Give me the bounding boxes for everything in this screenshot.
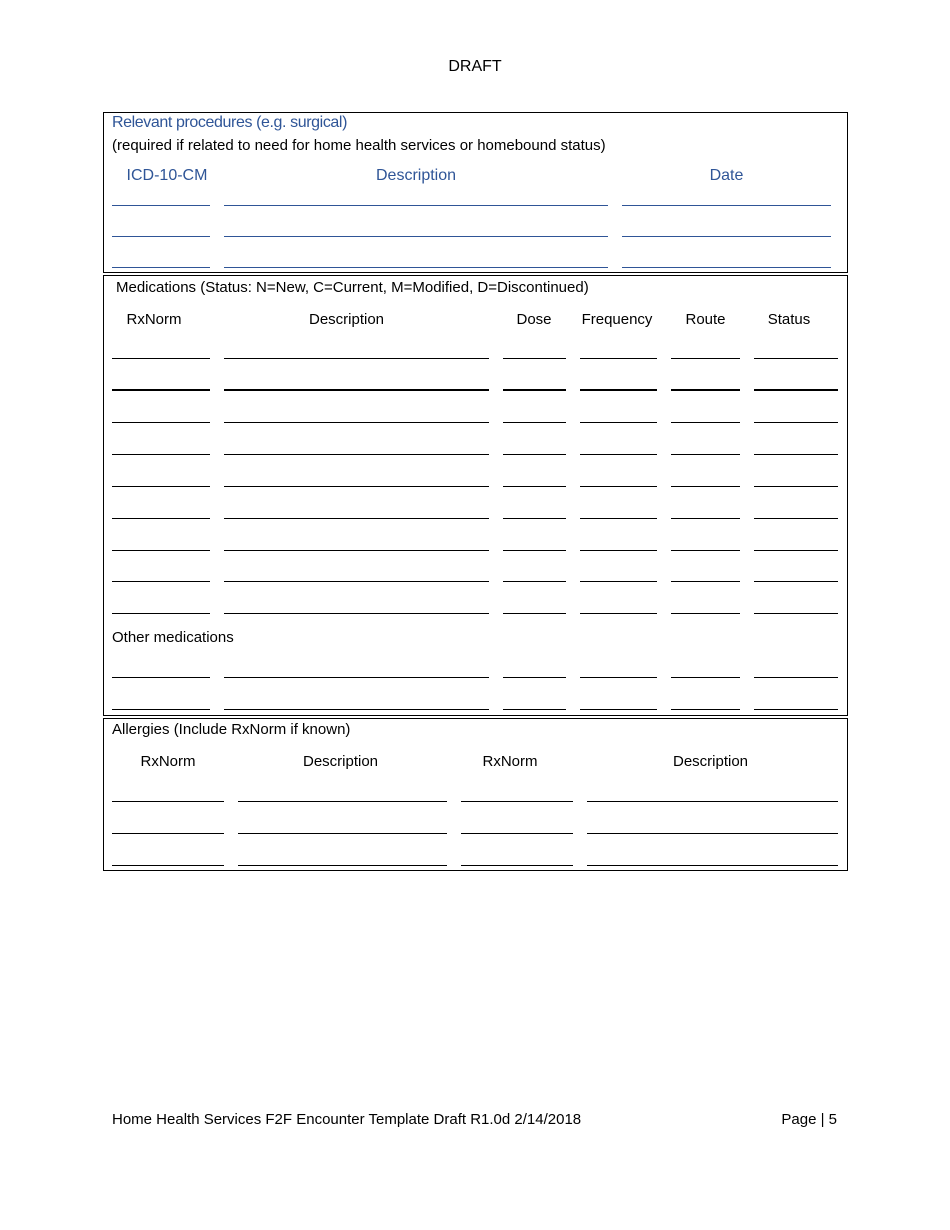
medication-row-6-col-3-line[interactable] <box>503 518 566 519</box>
medication-row-8-col-6-line[interactable] <box>754 581 838 582</box>
procedure-row-1-col-1-line[interactable] <box>112 205 210 206</box>
medication-row-4-col-6-line[interactable] <box>754 454 838 455</box>
medication-row-8-col-3-line[interactable] <box>503 581 566 582</box>
medication-row-9-col-6-line[interactable] <box>754 613 838 614</box>
medication-row-3-col-4-line[interactable] <box>580 422 657 423</box>
allergy-row-2-col-4-line[interactable] <box>587 833 838 834</box>
medication-row-7-col-2-line[interactable] <box>224 550 489 551</box>
allergy-row-3-col-4-line[interactable] <box>587 865 838 866</box>
allergies-title: Allergies (Include RxNorm if known) <box>112 721 351 738</box>
medication-row-3-col-2-line[interactable] <box>224 422 489 423</box>
medication-row-1-col-5-line[interactable] <box>671 358 740 359</box>
medication-row-6-col-6-line[interactable] <box>754 518 838 519</box>
allergy-row-3-col-2-line[interactable] <box>238 865 447 866</box>
medication-row-10-col-6-line[interactable] <box>754 677 838 678</box>
medication-row-3-col-6-line[interactable] <box>754 422 838 423</box>
medication-row-2-col-5-line[interactable] <box>671 389 740 391</box>
medications-section <box>103 275 848 716</box>
medication-row-1-col-6-line[interactable] <box>754 358 838 359</box>
allergy-row-1-col-3-line[interactable] <box>461 801 573 802</box>
medication-row-11-col-6-line[interactable] <box>754 709 838 710</box>
medication-row-4-col-1-line[interactable] <box>112 454 210 455</box>
medication-row-5-col-6-line[interactable] <box>754 486 838 487</box>
medication-row-4-col-5-line[interactable] <box>671 454 740 455</box>
medication-row-4-col-2-line[interactable] <box>224 454 489 455</box>
medications-col-status: Status <box>767 311 811 328</box>
allergies-col-rxnorm-2: RxNorm <box>482 753 538 770</box>
medications-col-frequency: Frequency <box>581 311 653 328</box>
medication-row-7-col-5-line[interactable] <box>671 550 740 551</box>
procedures-subtitle: (required if related to need for home health services or homebound status) <box>112 137 606 154</box>
medication-row-10-col-4-line[interactable] <box>580 677 657 678</box>
medication-row-11-col-5-line[interactable] <box>671 709 740 710</box>
medication-row-2-col-1-line[interactable] <box>112 389 210 391</box>
medication-row-5-col-2-line[interactable] <box>224 486 489 487</box>
medication-row-9-col-5-line[interactable] <box>671 613 740 614</box>
medication-row-11-col-4-line[interactable] <box>580 709 657 710</box>
medication-row-1-col-1-line[interactable] <box>112 358 210 359</box>
allergy-row-3-col-1-line[interactable] <box>112 865 224 866</box>
medication-row-8-col-4-line[interactable] <box>580 581 657 582</box>
allergies-col-description-2: Description <box>672 753 749 770</box>
medication-row-3-col-1-line[interactable] <box>112 422 210 423</box>
allergies-col-rxnorm-1: RxNorm <box>140 753 196 770</box>
procedures-col-icd: ICD-10-CM <box>126 167 208 184</box>
procedure-row-3-col-1-line[interactable] <box>112 267 210 268</box>
medication-row-1-col-4-line[interactable] <box>580 358 657 359</box>
medication-row-9-col-1-line[interactable] <box>112 613 210 614</box>
medication-row-3-col-5-line[interactable] <box>671 422 740 423</box>
medications-col-route: Route <box>685 311 726 328</box>
medication-row-9-col-2-line[interactable] <box>224 613 489 614</box>
footer-page-number: Page | 5 <box>781 1111 837 1128</box>
medication-row-6-col-4-line[interactable] <box>580 518 657 519</box>
medication-row-8-col-5-line[interactable] <box>671 581 740 582</box>
medication-row-9-col-4-line[interactable] <box>580 613 657 614</box>
medication-row-2-col-4-line[interactable] <box>580 389 657 391</box>
medication-row-6-col-2-line[interactable] <box>224 518 489 519</box>
procedure-row-3-col-3-line[interactable] <box>622 267 831 268</box>
medications-title: Medications (Status: N=New, C=Current, M=Modified, D=Discontinued) <box>116 279 589 296</box>
allergies-col-description-1: Description <box>302 753 379 770</box>
procedures-col-date: Date <box>709 167 744 184</box>
medication-row-11-col-1-line[interactable] <box>112 709 210 710</box>
other-medications-label: Other medications <box>112 629 234 646</box>
procedure-row-2-col-3-line[interactable] <box>622 236 831 237</box>
allergies-section <box>103 718 848 871</box>
allergy-row-2-col-3-line[interactable] <box>461 833 573 834</box>
medication-row-8-col-2-line[interactable] <box>224 581 489 582</box>
medication-row-3-col-3-line[interactable] <box>503 422 566 423</box>
medication-row-2-col-3-line[interactable] <box>503 389 566 391</box>
medication-row-8-col-1-line[interactable] <box>112 581 210 582</box>
medication-row-6-col-1-line[interactable] <box>112 518 210 519</box>
medication-row-5-col-4-line[interactable] <box>580 486 657 487</box>
medication-row-9-col-3-line[interactable] <box>503 613 566 614</box>
draft-header: DRAFT <box>448 58 502 75</box>
allergy-row-2-col-1-line[interactable] <box>112 833 224 834</box>
medication-row-11-col-2-line[interactable] <box>224 709 489 710</box>
medication-row-1-col-3-line[interactable] <box>503 358 566 359</box>
procedure-row-3-col-2-line[interactable] <box>224 267 608 268</box>
procedures-title: Relevant procedures (e.g. surgical) <box>112 114 348 131</box>
procedures-col-description: Description <box>375 167 457 184</box>
procedure-row-1-col-2-line[interactable] <box>224 205 608 206</box>
medications-col-description: Description <box>308 311 385 328</box>
procedure-row-1-col-3-line[interactable] <box>622 205 831 206</box>
medications-col-rxnorm: RxNorm <box>126 311 182 328</box>
medication-row-2-col-2-line[interactable] <box>224 389 489 391</box>
medications-col-dose: Dose <box>516 311 552 328</box>
medication-row-4-col-4-line[interactable] <box>580 454 657 455</box>
medication-row-7-col-3-line[interactable] <box>503 550 566 551</box>
medication-row-1-col-2-line[interactable] <box>224 358 489 359</box>
medication-row-7-col-4-line[interactable] <box>580 550 657 551</box>
medication-row-5-col-5-line[interactable] <box>671 486 740 487</box>
medication-row-10-col-3-line[interactable] <box>503 677 566 678</box>
medication-row-4-col-3-line[interactable] <box>503 454 566 455</box>
allergy-row-1-col-1-line[interactable] <box>112 801 224 802</box>
medication-row-5-col-3-line[interactable] <box>503 486 566 487</box>
medication-row-7-col-6-line[interactable] <box>754 550 838 551</box>
medication-row-11-col-3-line[interactable] <box>503 709 566 710</box>
medication-row-10-col-2-line[interactable] <box>224 677 489 678</box>
medication-row-10-col-5-line[interactable] <box>671 677 740 678</box>
allergy-row-3-col-3-line[interactable] <box>461 865 573 866</box>
medication-row-7-col-1-line[interactable] <box>112 550 210 551</box>
allergy-row-2-col-2-line[interactable] <box>238 833 447 834</box>
procedure-row-2-col-2-line[interactable] <box>224 236 608 237</box>
footer-document-title: Home Health Services F2F Encounter Template Draft R1.0d 2/14/2018 <box>112 1111 582 1128</box>
allergy-row-1-col-2-line[interactable] <box>238 801 447 802</box>
medication-row-10-col-1-line[interactable] <box>112 677 210 678</box>
medication-row-2-col-6-line[interactable] <box>754 389 838 391</box>
medication-row-5-col-1-line[interactable] <box>112 486 210 487</box>
procedure-row-2-col-1-line[interactable] <box>112 236 210 237</box>
allergy-row-1-col-4-line[interactable] <box>587 801 838 802</box>
medication-row-6-col-5-line[interactable] <box>671 518 740 519</box>
